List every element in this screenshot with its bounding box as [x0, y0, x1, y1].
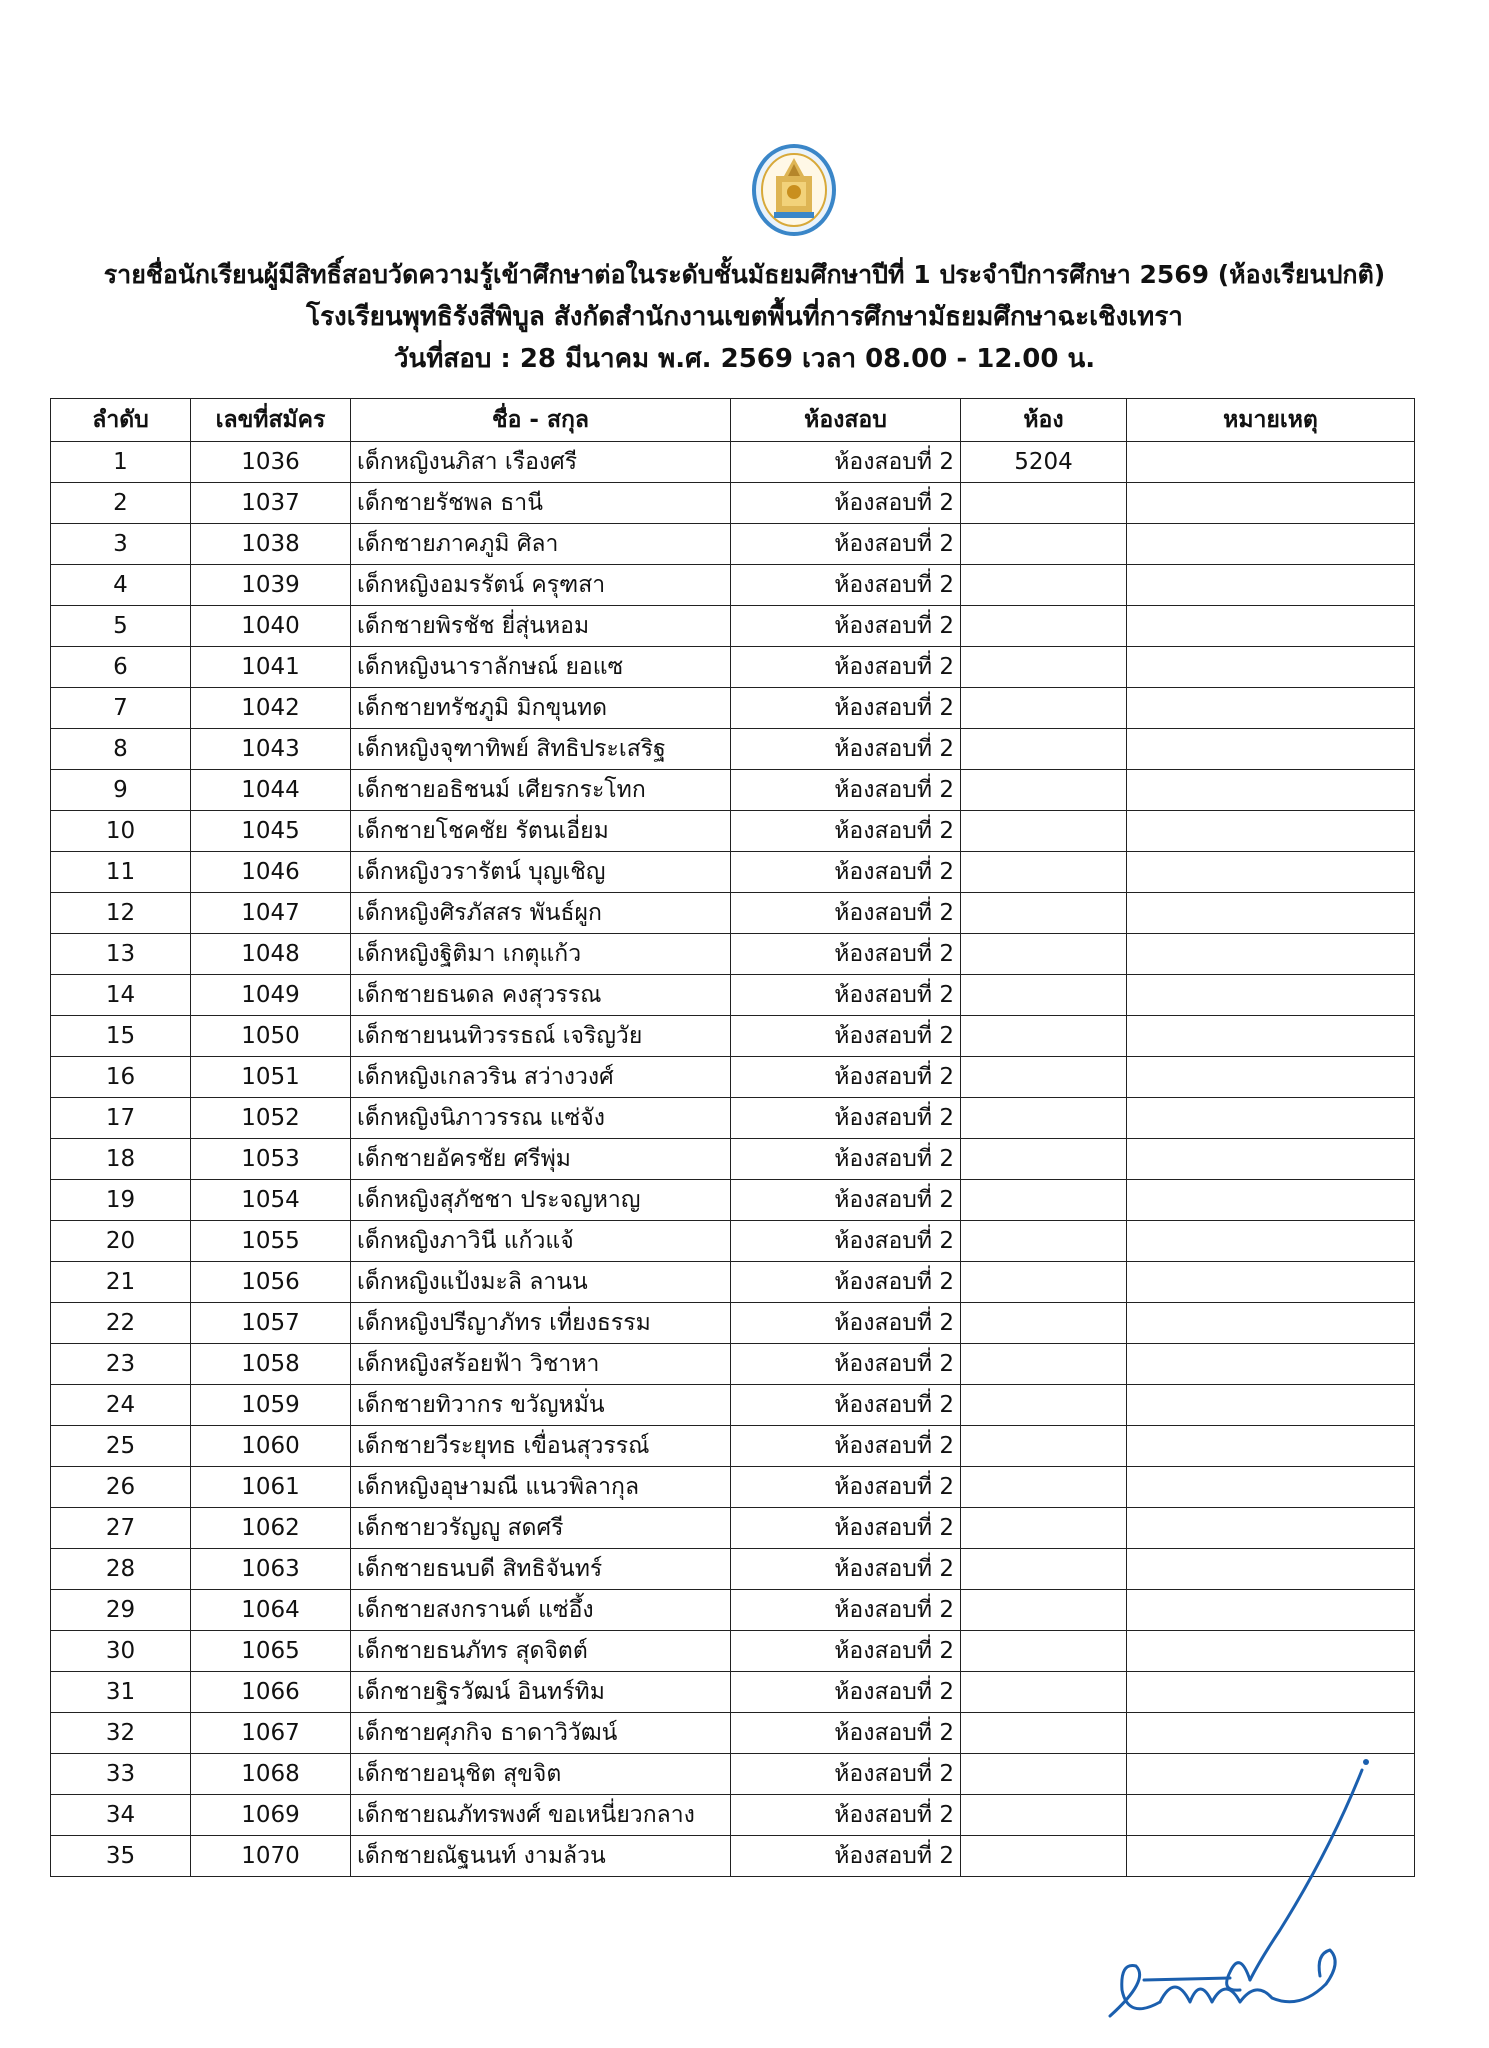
- table-row: [51, 1303, 1415, 1344]
- row-exam-room: ห้องสอบที่ 2: [731, 1795, 961, 1836]
- row-remarks: [1127, 1426, 1415, 1467]
- table-row: [51, 1426, 1415, 1467]
- row-remarks: [1127, 1098, 1415, 1139]
- table-row: [51, 934, 1415, 975]
- exam-date: วันที่สอบ : 28 มีนาคม พ.ศ. 2569 เวลา 08.00 - 12.00 น.: [393, 344, 1096, 374]
- row-room: [961, 1549, 1127, 1590]
- row-order: 6: [51, 647, 191, 688]
- row-full-name: เด็กหญิงฐิติมา เกตุแก้ว: [351, 934, 731, 975]
- row-room: [961, 647, 1127, 688]
- row-exam-room: ห้องสอบที่ 2: [731, 852, 961, 893]
- row-application-no: 1060: [191, 1426, 351, 1467]
- row-remarks: [1127, 1467, 1415, 1508]
- table-row: [51, 688, 1415, 729]
- row-exam-room: ห้องสอบที่ 2: [731, 1098, 961, 1139]
- row-application-no: 1057: [191, 1303, 351, 1344]
- row-room: [961, 606, 1127, 647]
- header-room: ห้อง: [961, 399, 1127, 442]
- row-application-no: 1051: [191, 1057, 351, 1098]
- row-application-no: 1062: [191, 1508, 351, 1549]
- row-full-name: เด็กชายวีระยุทธ เขื่อนสุวรรณ์: [351, 1426, 731, 1467]
- row-remarks: [1127, 1221, 1415, 1262]
- row-application-no: 1063: [191, 1549, 351, 1590]
- row-remarks: [1127, 1180, 1415, 1221]
- header-exam-room: ห้องสอบ: [731, 399, 961, 442]
- row-full-name: เด็กชายรัชพล ธานี: [351, 483, 731, 524]
- row-exam-room: ห้องสอบที่ 2: [731, 811, 961, 852]
- row-remarks: [1127, 893, 1415, 934]
- row-exam-room: ห้องสอบที่ 2: [731, 1262, 961, 1303]
- row-application-no: 1047: [191, 893, 351, 934]
- table-row: [51, 565, 1415, 606]
- row-room: [961, 852, 1127, 893]
- row-application-no: 1039: [191, 565, 351, 606]
- table-row: [51, 811, 1415, 852]
- row-application-no: 1061: [191, 1467, 351, 1508]
- row-order: 26: [51, 1467, 191, 1508]
- school-emblem-icon: [752, 142, 836, 236]
- row-full-name: เด็กชายอนุชิต สุขจิต: [351, 1754, 731, 1795]
- row-remarks: [1127, 770, 1415, 811]
- row-full-name: เด็กหญิงศิรภัสสร พันธ์ผูก: [351, 893, 731, 934]
- row-full-name: เด็กชายธนภัทร สุดจิตต์: [351, 1631, 731, 1672]
- row-remarks: [1127, 1016, 1415, 1057]
- signature-icon: [1080, 1740, 1390, 2040]
- row-full-name: เด็กหญิงภาวินี แก้วแจ้: [351, 1221, 731, 1262]
- row-exam-room: ห้องสอบที่ 2: [731, 1221, 961, 1262]
- row-order: 35: [51, 1836, 191, 1877]
- row-room: [961, 1221, 1127, 1262]
- row-order: 23: [51, 1344, 191, 1385]
- row-order: 25: [51, 1426, 191, 1467]
- row-remarks: [1127, 975, 1415, 1016]
- table-row: [51, 442, 1415, 483]
- row-full-name: เด็กชายวรัญญู สดศรี: [351, 1508, 731, 1549]
- row-room: [961, 1590, 1127, 1631]
- row-remarks: [1127, 1508, 1415, 1549]
- row-remarks: [1127, 1631, 1415, 1672]
- row-room: [961, 1139, 1127, 1180]
- row-application-no: 1040: [191, 606, 351, 647]
- table-row: [51, 893, 1415, 934]
- row-room: [961, 1385, 1127, 1426]
- row-remarks: [1127, 852, 1415, 893]
- row-application-no: 1065: [191, 1631, 351, 1672]
- row-application-no: 1037: [191, 483, 351, 524]
- row-application-no: 1068: [191, 1754, 351, 1795]
- document-header: [0, 254, 1489, 380]
- row-room: [961, 565, 1127, 606]
- table-row: [51, 1098, 1415, 1139]
- row-order: 28: [51, 1549, 191, 1590]
- table-row: [51, 1590, 1415, 1631]
- table-row: [51, 1139, 1415, 1180]
- table-row: [51, 1385, 1415, 1426]
- row-room: [961, 1180, 1127, 1221]
- row-exam-room: ห้องสอบที่ 2: [731, 1713, 961, 1754]
- row-full-name: เด็กชายธนดล คงสุวรรณ: [351, 975, 731, 1016]
- row-exam-room: ห้องสอบที่ 2: [731, 770, 961, 811]
- row-exam-room: ห้องสอบที่ 2: [731, 1385, 961, 1426]
- row-application-no: 1052: [191, 1098, 351, 1139]
- row-application-no: 1067: [191, 1713, 351, 1754]
- row-exam-room: ห้องสอบที่ 2: [731, 1426, 961, 1467]
- row-full-name: เด็กหญิงเกลวริน สว่างวงศ์: [351, 1057, 731, 1098]
- header-full-name: ชื่อ - สกุล: [351, 399, 731, 442]
- row-exam-room: ห้องสอบที่ 2: [731, 1303, 961, 1344]
- row-full-name: เด็กหญิงแป้งมะลิ ลานน: [351, 1262, 731, 1303]
- table-row: [51, 1057, 1415, 1098]
- row-full-name: เด็กชายสงกรานต์ แซ่อึ้ง: [351, 1590, 731, 1631]
- row-room: [961, 811, 1127, 852]
- row-full-name: เด็กหญิงนภิสา เรืองศรี: [351, 442, 731, 483]
- row-order: 30: [51, 1631, 191, 1672]
- row-remarks: [1127, 647, 1415, 688]
- row-remarks: [1127, 1303, 1415, 1344]
- student-roster-table: [50, 398, 1415, 1877]
- table-row: [51, 852, 1415, 893]
- row-order: 31: [51, 1672, 191, 1713]
- row-remarks: [1127, 1385, 1415, 1426]
- row-application-no: 1042: [191, 688, 351, 729]
- row-application-no: 1046: [191, 852, 351, 893]
- row-exam-room: ห้องสอบที่ 2: [731, 606, 961, 647]
- row-order: 9: [51, 770, 191, 811]
- table-row: [51, 1221, 1415, 1262]
- header-order: ลำดับ: [51, 399, 191, 442]
- row-exam-room: ห้องสอบที่ 2: [731, 1672, 961, 1713]
- row-full-name: เด็กชายศุภกิจ ธาดาวิวัฒน์: [351, 1713, 731, 1754]
- row-room: [961, 1016, 1127, 1057]
- row-exam-room: ห้องสอบที่ 2: [731, 975, 961, 1016]
- row-full-name: เด็กหญิงจุฑาทิพย์ สิทธิประเสริฐ: [351, 729, 731, 770]
- row-exam-room: ห้องสอบที่ 2: [731, 1139, 961, 1180]
- row-exam-room: ห้องสอบที่ 2: [731, 1590, 961, 1631]
- table-row: [51, 606, 1415, 647]
- row-full-name: เด็กชายพิรชัช ยี่สุ่นหอม: [351, 606, 731, 647]
- row-full-name: เด็กหญิงสร้อยฟ้า วิชาหา: [351, 1344, 731, 1385]
- row-exam-room: ห้องสอบที่ 2: [731, 1467, 961, 1508]
- row-application-no: 1069: [191, 1795, 351, 1836]
- row-order: 10: [51, 811, 191, 852]
- row-room: [961, 1508, 1127, 1549]
- row-order: 16: [51, 1057, 191, 1098]
- row-order: 33: [51, 1754, 191, 1795]
- row-order: 1: [51, 442, 191, 483]
- table-row: [51, 1262, 1415, 1303]
- school-name: โรงเรียนพุทธิรังสีพิบูล สังกัดสำนักงานเขตพื้นที่การศึกษามัธยมศึกษาฉะเชิงเทรา: [306, 302, 1183, 332]
- row-full-name: เด็กชายธนบดี สิทธิจันทร์: [351, 1549, 731, 1590]
- row-exam-room: ห้องสอบที่ 2: [731, 1508, 961, 1549]
- row-room: [961, 1631, 1127, 1672]
- row-application-no: 1038: [191, 524, 351, 565]
- row-order: 21: [51, 1262, 191, 1303]
- row-order: 4: [51, 565, 191, 606]
- table-row: [51, 1016, 1415, 1057]
- table-row: [51, 1672, 1415, 1713]
- row-remarks: [1127, 1139, 1415, 1180]
- table-row: [51, 1508, 1415, 1549]
- row-room: [961, 1344, 1127, 1385]
- row-application-no: 1059: [191, 1385, 351, 1426]
- row-application-no: 1055: [191, 1221, 351, 1262]
- row-room: [961, 1303, 1127, 1344]
- row-remarks: [1127, 1590, 1415, 1631]
- row-application-no: 1045: [191, 811, 351, 852]
- row-room: [961, 770, 1127, 811]
- row-full-name: เด็กชายณัฐนนท์ งามล้วน: [351, 1836, 731, 1877]
- row-order: 19: [51, 1180, 191, 1221]
- row-order: 18: [51, 1139, 191, 1180]
- row-full-name: เด็กชายโชคชัย รัตนเอี่ยม: [351, 811, 731, 852]
- row-order: 15: [51, 1016, 191, 1057]
- row-full-name: เด็กชายอธิชนม์ เศียรกระโทก: [351, 770, 731, 811]
- row-application-no: 1053: [191, 1139, 351, 1180]
- table-row: [51, 1467, 1415, 1508]
- row-full-name: เด็กหญิงนิภาวรรณ แซ่จัง: [351, 1098, 731, 1139]
- row-exam-room: ห้องสอบที่ 2: [731, 647, 961, 688]
- row-application-no: 1066: [191, 1672, 351, 1713]
- row-room: [961, 934, 1127, 975]
- row-exam-room: ห้องสอบที่ 2: [731, 729, 961, 770]
- row-order: 13: [51, 934, 191, 975]
- row-application-no: 1054: [191, 1180, 351, 1221]
- row-order: 2: [51, 483, 191, 524]
- row-remarks: [1127, 688, 1415, 729]
- row-remarks: [1127, 442, 1415, 483]
- row-order: 5: [51, 606, 191, 647]
- row-application-no: 1064: [191, 1590, 351, 1631]
- row-order: 14: [51, 975, 191, 1016]
- row-order: 8: [51, 729, 191, 770]
- table-header-row: [51, 399, 1415, 442]
- row-room: [961, 1426, 1127, 1467]
- row-application-no: 1036: [191, 442, 351, 483]
- row-room: [961, 524, 1127, 565]
- row-order: 29: [51, 1590, 191, 1631]
- row-exam-room: ห้องสอบที่ 2: [731, 1180, 961, 1221]
- row-room: [961, 1467, 1127, 1508]
- row-room: [961, 1098, 1127, 1139]
- row-remarks: [1127, 606, 1415, 647]
- table-row: [51, 1344, 1415, 1385]
- row-full-name: เด็กหญิงอุษามณี แนวพิลากุล: [351, 1467, 731, 1508]
- row-exam-room: ห้องสอบที่ 2: [731, 688, 961, 729]
- row-order: 7: [51, 688, 191, 729]
- row-room: [961, 975, 1127, 1016]
- row-room: [961, 688, 1127, 729]
- row-exam-room: ห้องสอบที่ 2: [731, 1549, 961, 1590]
- row-full-name: เด็กชายทิวากร ขวัญหมั่น: [351, 1385, 731, 1426]
- row-remarks: [1127, 565, 1415, 606]
- table-row: [51, 647, 1415, 688]
- row-room: [961, 729, 1127, 770]
- row-remarks: [1127, 934, 1415, 975]
- row-room: [961, 1262, 1127, 1303]
- row-exam-room: ห้องสอบที่ 2: [731, 934, 961, 975]
- row-order: 27: [51, 1508, 191, 1549]
- row-remarks: [1127, 1344, 1415, 1385]
- row-application-no: 1050: [191, 1016, 351, 1057]
- row-room: 5204: [961, 442, 1127, 483]
- row-exam-room: ห้องสอบที่ 2: [731, 1344, 961, 1385]
- row-application-no: 1058: [191, 1344, 351, 1385]
- row-remarks: [1127, 1262, 1415, 1303]
- header-remarks: หมายเหตุ: [1127, 399, 1415, 442]
- row-exam-room: ห้องสอบที่ 2: [731, 442, 961, 483]
- table-row: [51, 1180, 1415, 1221]
- row-exam-room: ห้องสอบที่ 2: [731, 565, 961, 606]
- row-remarks: [1127, 811, 1415, 852]
- row-full-name: เด็กชายอัครชัย ศรีพุ่ม: [351, 1139, 731, 1180]
- row-remarks: [1127, 729, 1415, 770]
- row-remarks: [1127, 1672, 1415, 1713]
- table-row: [51, 483, 1415, 524]
- table-row: [51, 975, 1415, 1016]
- row-full-name: เด็กหญิงอมรรัตน์ ครุฑสา: [351, 565, 731, 606]
- table-row: [51, 1549, 1415, 1590]
- row-full-name: เด็กชายฐิรวัฒน์ อินทร์ทิม: [351, 1672, 731, 1713]
- header-application-no: เลขที่สมัคร: [191, 399, 351, 442]
- row-room: [961, 483, 1127, 524]
- row-remarks: [1127, 1549, 1415, 1590]
- table-row: [51, 770, 1415, 811]
- table-row: [51, 729, 1415, 770]
- row-exam-room: ห้องสอบที่ 2: [731, 1754, 961, 1795]
- table-row: [51, 1631, 1415, 1672]
- row-order: 12: [51, 893, 191, 934]
- row-application-no: 1056: [191, 1262, 351, 1303]
- row-room: [961, 893, 1127, 934]
- row-exam-room: ห้องสอบที่ 2: [731, 483, 961, 524]
- row-exam-room: ห้องสอบที่ 2: [731, 1836, 961, 1877]
- row-full-name: เด็กหญิงสุภัชชา ประจญหาญ: [351, 1180, 731, 1221]
- row-application-no: 1048: [191, 934, 351, 975]
- row-application-no: 1070: [191, 1836, 351, 1877]
- row-order: 22: [51, 1303, 191, 1344]
- row-room: [961, 1057, 1127, 1098]
- row-application-no: 1043: [191, 729, 351, 770]
- row-application-no: 1041: [191, 647, 351, 688]
- row-order: 32: [51, 1713, 191, 1754]
- row-remarks: [1127, 524, 1415, 565]
- row-order: 34: [51, 1795, 191, 1836]
- row-order: 24: [51, 1385, 191, 1426]
- row-order: 17: [51, 1098, 191, 1139]
- table-body: [51, 442, 1415, 1877]
- document-title: รายชื่อนักเรียนผู้มีสิทธิ์สอบวัดความรู้เข้าศึกษาต่อในระดับชั้นมัธยมศึกษาปีที่ 1 ประจำปีการศึกษา 2569 (ห้องเรียนปกติ): [103, 260, 1386, 289]
- row-room: [961, 1672, 1127, 1713]
- row-full-name: เด็กชายทรัชภูมิ มิกขุนทด: [351, 688, 731, 729]
- row-full-name: เด็กหญิงวรารัตน์ บุญเชิญ: [351, 852, 731, 893]
- row-exam-room: ห้องสอบที่ 2: [731, 893, 961, 934]
- row-order: 20: [51, 1221, 191, 1262]
- table-row: [51, 524, 1415, 565]
- row-exam-room: ห้องสอบที่ 2: [731, 1016, 961, 1057]
- row-full-name: เด็กชายณภัทรพงศ์ ขอเหนี่ยวกลาง: [351, 1795, 731, 1836]
- row-application-no: 1044: [191, 770, 351, 811]
- row-exam-room: ห้องสอบที่ 2: [731, 1057, 961, 1098]
- row-order: 3: [51, 524, 191, 565]
- row-full-name: เด็กชายภาคภูมิ ศิลา: [351, 524, 731, 565]
- row-full-name: เด็กชายนนทิวรรธณ์ เจริญวัย: [351, 1016, 731, 1057]
- row-full-name: เด็กหญิงปรีญาภัทร เที่ยงธรรม: [351, 1303, 731, 1344]
- row-exam-room: ห้องสอบที่ 2: [731, 1631, 961, 1672]
- row-application-no: 1049: [191, 975, 351, 1016]
- row-full-name: เด็กหญิงนาราลักษณ์ ยอแซ: [351, 647, 731, 688]
- row-remarks: [1127, 1057, 1415, 1098]
- row-exam-room: ห้องสอบที่ 2: [731, 524, 961, 565]
- row-order: 11: [51, 852, 191, 893]
- row-remarks: [1127, 483, 1415, 524]
